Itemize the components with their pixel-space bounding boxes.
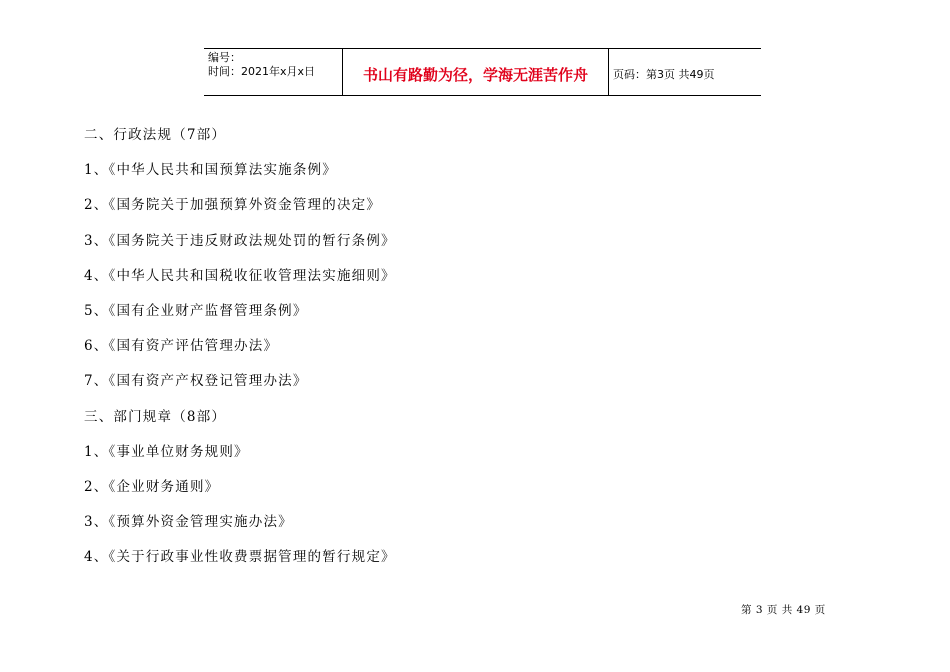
section-heading-departmental-rules: 三、部门规章（8部）: [84, 408, 227, 425]
header-motto: 书山有路勤为径，学海无涯苦作舟: [343, 49, 609, 95]
list-item: 4、《中华人民共和国税收征收管理法实施细则》: [84, 267, 396, 284]
header-meta: [204, 49, 343, 95]
list-item: 2、《国务院关于加强预算外资金管理的决定》: [84, 197, 382, 214]
document-date: 时间：2021年x月x日: [208, 65, 316, 78]
list-item: 6、《国有资产评估管理办法》: [84, 338, 279, 355]
page-footer: 第 3 页 共 49 页: [741, 604, 826, 616]
list-item: 3、《国务院关于违反财政法规处罚的暂行条例》: [84, 232, 396, 249]
list-item: 1、《中华人民共和国预算法实施条例》: [84, 162, 337, 179]
list-item: 7、《国有资产产权登记管理办法》: [84, 373, 308, 390]
list-item: 4、《关于行政事业性收费票据管理的暂行规定》: [84, 549, 396, 566]
document-number-label: 编号：: [208, 51, 241, 64]
list-item: 2、《企业财务通则》: [84, 478, 220, 495]
list-item: 3、《预算外资金管理实施办法》: [84, 514, 293, 531]
document-body: [84, 124, 396, 581]
list-item: 1、《事业单位财务规则》: [84, 443, 249, 460]
list-item: 5、《国有企业财产监督管理条例》: [84, 302, 308, 319]
section-heading-administrative-regulations: 二、行政法规（7部）: [84, 127, 227, 143]
document-header: [204, 48, 761, 96]
header-page-info: 页码：第3页 共49页: [613, 68, 715, 81]
